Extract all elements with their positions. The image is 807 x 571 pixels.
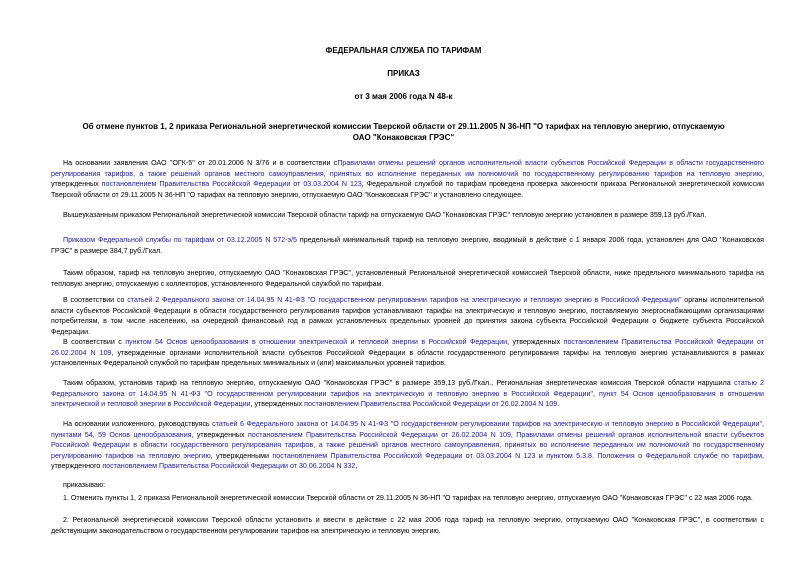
p8-text-d: , xyxy=(510,430,517,439)
p8-text-c: , утвержденных xyxy=(191,430,248,439)
p1-link-rules[interactable]: Правилами отмены решений органов исполнительной власти субъектов Российской Федерации в области государственного регулирования тарифов, а также решений органов местного самоуправления, принятых во исполнение переданных им полномочий по государственному регулированию тарифов на тепловую энергию xyxy=(51,159,764,178)
paragraph-5 xyxy=(51,295,764,337)
p7-link-pricing-54[interactable]: пункт 54 Основ ценообразования в отношении электрической и тепловой энергии в Российской Федерации xyxy=(51,389,764,408)
p8-text-e: , утвержденными xyxy=(210,451,273,460)
p8-text-a: На основании изложенного, руководствуясь xyxy=(63,420,213,428)
p6-text-b: , утвержденных xyxy=(507,338,564,346)
p8-link-decree-332[interactable]: постановлением Правительства Российской Федерации от 30.06.2004 N 332 xyxy=(102,462,356,470)
paragraph-2 xyxy=(51,210,764,221)
p7-link-decree-109[interactable]: постановлением Правительства Российской Федерации от 26.02.2004 N 109 xyxy=(304,400,558,408)
subject-line-1: Об отмене пунктов 1, 2 приказа Региональной энергетической комиссии Тверской области от 29.11.2005 N 36-НП "О тарифах на тепловую энергию, отпускаемую xyxy=(82,122,725,131)
doc-subject xyxy=(40,121,767,143)
p6-text-c: , утвержденные органами исполнительной власти субъектов Российской Федерации в области государственного регулирования тарифы на тепловую энергию устанавливаются в рамках установленных Федеральной службой по тарифам предельных минимальных и (или) максимальных уровней тарифов. xyxy=(51,348,765,367)
paragraph-7 xyxy=(51,378,764,410)
p5-text-b: органы исполнительной власти субъектов Российской Федерации в области государственного регулирования тарифов устанавливают тарифы на электрическую и тепловую энергию, поставляемую энергоснабжающими организациями потребителям, в том числе населению, на очередной финансовый год в рамках установленных предельных уровней до принятия закона субъекта Российской Федерации о бюджете субъекта Российской Федерации. xyxy=(51,296,764,336)
p1-text-a: На основании заявления ОАО "ОГК-5" от 20.01.2006 N 3/76 и в соответствии с xyxy=(63,159,338,167)
p8-text-b: , xyxy=(762,420,764,428)
p8-link-law-art6[interactable]: статьей 6 Федерального закона от 14.04.95 N 41-ФЗ "О государственном регулировании тарифов на электрическую и тепловую энергию в Российской Федерации" xyxy=(212,420,763,428)
org-title: ФЕДЕРАЛЬНАЯ СЛУЖБА ПО ТАРИФАМ xyxy=(325,46,482,55)
p6-link-decree-109[interactable]: постановлением Правительства Российской Федерации от 26.02.2004 N 109 xyxy=(51,338,765,357)
paragraph-4 xyxy=(51,268,764,289)
paragraph-10 xyxy=(51,493,764,504)
p7-link-law-art2[interactable]: статью 2 Федерального закона от 14.04.95 N 41-ФЗ "О государственном регулировании тарифов на электрическую и тепловую энергию в Российской Федерации" xyxy=(51,379,764,398)
p3-link-order-572[interactable]: Приказом Федеральной службы по тарифам от 03.12.2005 N 572-э/5 xyxy=(63,236,298,244)
p3-text: предельный минимальный тариф на тепловую энергию, вводимый в действие с 1 января 2006 года, установлен для ОАО "Конаковская ГРЭС" в размере 384,7 руб./Гкал. xyxy=(51,236,764,255)
p5-text-a: В соответствии со xyxy=(63,296,128,304)
p7-text-a: Таким образом, установив тариф на тепловую энергию, отпускаемую ОАО "Конаковская ГРЭС" в размере 359,13 руб./Гкал., Региональная энергетическая комиссия Тверской области нарушила xyxy=(63,379,734,387)
p8-link-pricing-54-59[interactable]: пунктами 54, 59 Основ ценообразования xyxy=(51,430,192,439)
paragraph-11 xyxy=(51,515,764,536)
paragraph-9 xyxy=(51,480,764,491)
p1-link-decree-123[interactable]: постановлением Правительства Российской Федерации от 03.03.2004 N 123 xyxy=(101,180,362,188)
p11-text: 2. Региональной энергетической комиссии Тверской области установить и ввести в действие с 22 мая 2006 года тариф на тепловую энергию, отпускаемую ОАО "Конаковская ГРЭС", в соответствии с действующим законодательством о государственном регулировании тарифов на электрическую и тепловую энергию. xyxy=(51,516,764,535)
p9-text: приказываю: xyxy=(63,481,106,489)
p8-link-rules[interactable]: Правилами отмены решений органов исполнительной власти субъектов Российской Федерации в области государственного регулирования тарифов, а также решений органов местного самоуправления, принятых во исполнение переданных им полномочий по государственному регулированию тарифов на тепловую энергию xyxy=(51,430,764,460)
p8-link-decree-123[interactable]: постановлением Правительства Российской Федерации от 03.03.2004 N 123 xyxy=(272,451,536,460)
p7-text-c: , утвержденных xyxy=(250,400,305,408)
p8-text-f: и xyxy=(535,451,547,460)
p8-link-decree-109[interactable]: постановлением Правительства Российской Федерации от 26.02.2004 N 109 xyxy=(247,430,511,439)
p6-link-pricing-54[interactable]: пунктом 54 Основ ценообразования в отношении электрической и тепловой энергии в Российской Федерации xyxy=(125,338,508,346)
p6-text-a: В соответствии с xyxy=(63,338,126,346)
doc-type: ПРИКАЗ xyxy=(387,69,420,78)
p4-text: Таким образом, тариф на тепловую энергию, отпускаемую ОАО "Конаковская ГРЭС", установленный Региональной энергетической комиссией Тверской области, ниже предельного минимального тарифа на тепловую энергию, отпускаемую с коллекторов, установленного Федеральной службой по тарифам. xyxy=(51,269,764,288)
p7-text-b: , xyxy=(593,389,600,398)
doc-date-number: от 3 мая 2006 года N 48-к xyxy=(354,92,453,101)
p2-text: Вышеуказанным приказом Региональной энергетической комиссии Тверской области тариф на отпускаемую ОАО "Конаковская ГРЭС" тепловую энергию установлен в размере 359,13 руб./Гкал. xyxy=(63,211,707,219)
p8-text-h: , xyxy=(355,462,358,470)
subject-line-2: ОАО "Конаковская ГРЭС" xyxy=(352,133,455,142)
paragraph-8 xyxy=(51,419,764,472)
paragraph-6 xyxy=(51,337,764,369)
p10-text: 1. Отменить пункты 1, 2 приказа Региональной энергетической комиссии Тверской области от 29.11.2005 N 36-НП "О тарифах на тепловую энергию, отпускаемую ОАО "Конаковская ГРЭС" с 22 мая 2006 года. xyxy=(63,494,753,502)
p8-link-regulation-538[interactable]: пунктом 5.3.8. Положения о Федеральной службе по тарифам xyxy=(546,451,763,460)
paragraph-1 xyxy=(51,158,764,200)
p1-text-b: , утвержденных xyxy=(51,169,764,188)
p8-text-g: , утвержденного xyxy=(51,451,765,470)
p1-text-c: , Федеральной службой по тарифам проведена проверка законности приказа Региональной энергетической комиссии Тверской области от 29.11.2005 N 36-НП "О тарифах на тепловую энергию, отпускаемую ОАО "Конаковская ГРЭС" и установлено следующее. xyxy=(51,180,765,199)
paragraph-3 xyxy=(51,235,764,256)
p5-link-law-art2[interactable]: статьей 2 Федерального закона от 14.04.95 N 41-ФЗ "О государственном регулировании тарифов на электрическую и тепловую энергию в Российской Федерации" xyxy=(127,296,682,304)
p7-text-d: . xyxy=(557,400,560,408)
